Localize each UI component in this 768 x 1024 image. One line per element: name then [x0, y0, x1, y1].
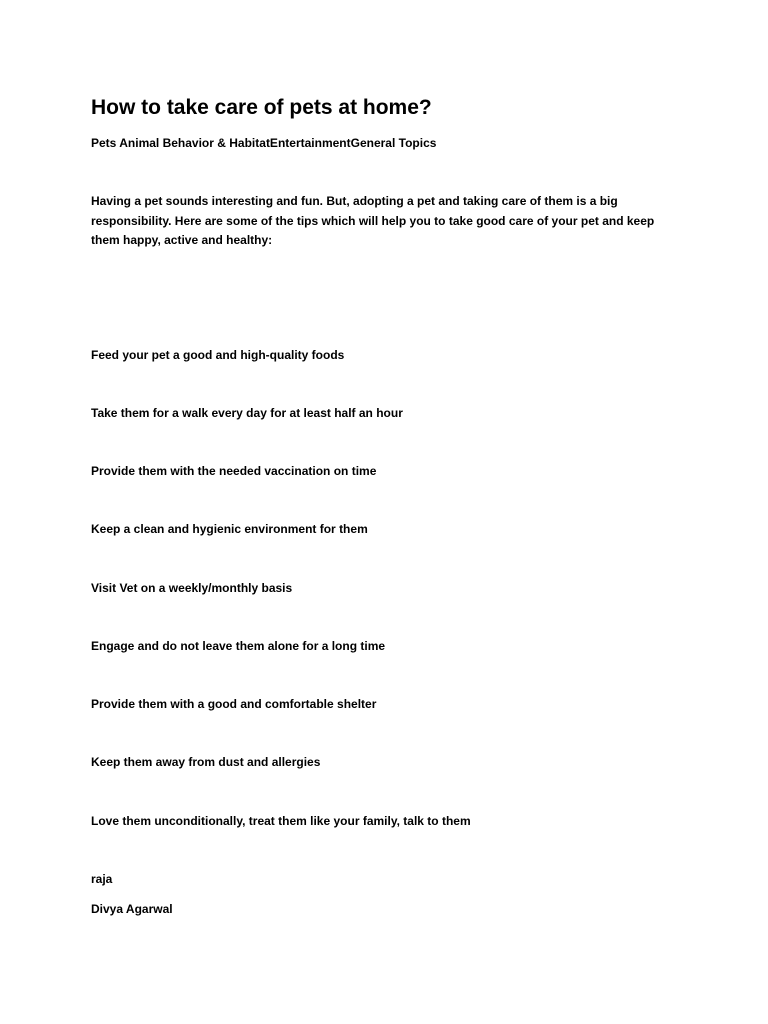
tip-item: Keep them away from dust and allergies	[91, 755, 321, 769]
tip-item: Love them unconditionally, treat them like your family, talk to them	[91, 814, 471, 828]
tip-item: Keep a clean and hygienic environment for them	[91, 522, 368, 536]
tip-item: Visit Vet on a weekly/monthly basis	[91, 581, 293, 595]
tip-item: Provide them with the needed vaccination on time	[91, 464, 377, 478]
author-name: Divya Agarwal	[91, 902, 173, 916]
tip-item: Take them for a walk every day for at least half an hour	[91, 406, 403, 420]
uploader-name: raja	[91, 872, 113, 886]
tip-item: Feed your pet a good and high-quality foods	[91, 348, 345, 362]
intro-line: Having a pet sounds interesting and fun. But, adopting a pet and taking care of them is a big	[91, 194, 618, 208]
intro-line: them happy, active and healthy:	[91, 233, 273, 247]
intro-paragraph	[91, 192, 671, 251]
tip-item: Provide them with a good and comfortable shelter	[91, 697, 377, 711]
tip-item: Engage and do not leave them alone for a long time	[91, 639, 386, 653]
page-title: How to take care of pets at home?	[91, 96, 432, 119]
intro-line: responsibility. Here are some of the tips which will help you to take good care of your pet and keep	[91, 213, 655, 228]
category-list: Pets Animal Behavior & HabitatEntertainmentGeneral Topics	[91, 136, 437, 150]
